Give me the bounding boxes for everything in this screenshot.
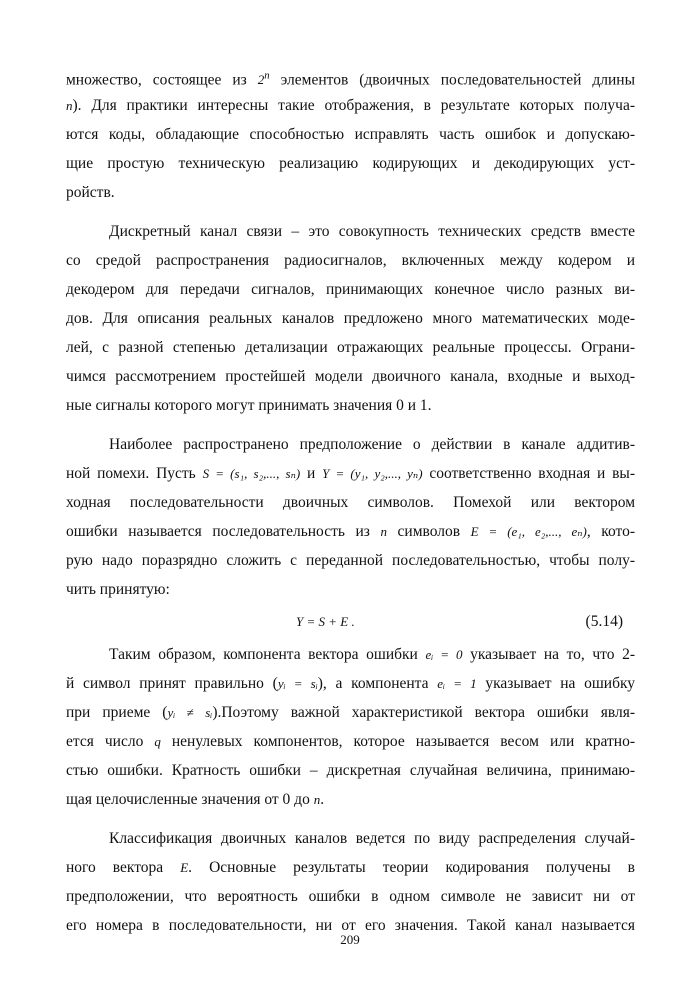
text-line: лей, с разной степенью детализации отражающих реальные процессы. Ограни-: [66, 339, 635, 356]
math-yi-eq-si: yᵢ = sᵢ: [277, 676, 318, 691]
paragraph-1: [66, 62, 635, 207]
text-line: его номера в последовательности, ни от его значения. Такой канал называется: [66, 917, 635, 934]
math-ei-one: eᵢ = 1: [437, 676, 477, 691]
text-line: Таким образом, компонента вектора ошибки eᵢ = 0 указывает на то, что 2-: [109, 646, 635, 663]
math-yi-neq-si: yᵢ ≠ sᵢ: [167, 705, 213, 720]
page-number: 209: [340, 932, 360, 947]
text-line: чимся рассмотрением простейшей модели двоичного канала, входные и выход-: [66, 368, 635, 385]
paragraph-3: [66, 430, 635, 604]
text-line: Наиболее распространено предположение о действии в канале аддитив-: [109, 436, 635, 453]
equation-number: (5.14): [585, 613, 623, 630]
equation-formula: Y = S + E .: [296, 614, 355, 629]
text-line: ной помехи. Пусть S = (s₁, s₂,..., sₙ) и Y = (y₁, y₂,..., yₙ) соответственно входная и вы-: [66, 465, 635, 482]
math-2-pow-n: 2$^n$: [257, 70, 270, 88]
math-e: E: [180, 860, 189, 875]
math-vector-y: Y = (y₁, y₂,..., yₙ): [322, 466, 423, 481]
text-line: ные сигналы которого могут принимать значения 0 и 1.: [66, 397, 432, 414]
paragraph-2: [66, 217, 635, 420]
text-line: при приеме (yᵢ ≠ sᵢ).Поэтому важной характеристикой вектора ошибки явля-: [66, 704, 635, 721]
text-line: й символ принят правильно (yᵢ = sᵢ), а компонента eᵢ = 1 указывает на ошибку: [66, 675, 635, 692]
text-line: ется число q ненулевых компонентов, которое называется весом или кратно-: [66, 733, 635, 750]
text-line: ошибки называется последовательность из n символов E = (e₁, e₂,..., eₙ), кото-: [66, 523, 635, 540]
math-ei-zero: eᵢ = 0: [425, 647, 463, 662]
text-line: Классификация двоичных каналов ведется по виду распределения случай-: [109, 830, 635, 847]
paragraph-4: [66, 640, 635, 814]
text-line: щие простую техническую реализацию кодирующих и декодирующих уст-: [66, 155, 635, 172]
equation-5-14: [66, 604, 635, 640]
text-line: со средой распространения радиосигналов, включенных между кодером и: [66, 252, 635, 269]
text-line: n). Для практики интересны такие отображения, в результате которых получа-: [66, 97, 635, 114]
math-vector-s: S = (s₁, s₂,..., sₙ): [202, 466, 301, 481]
text-line: стью ошибки. Кратность ошибки – дискретная случайная величина, принимаю-: [66, 762, 635, 779]
text-line: ного вектора E. Основные результаты теории кодирования получены в: [66, 859, 635, 876]
math-n: n: [313, 792, 321, 807]
text-line: ройств.: [66, 184, 115, 201]
math-vector-e: E = (e₁, e₂,..., eₙ): [470, 524, 587, 539]
text-line: Дискретный канал связи – это совокупность технических средств вместе: [109, 223, 635, 240]
paragraph-5: [66, 824, 635, 940]
math-n: n: [66, 98, 73, 113]
text-line: множество, состоящее из 2$^n$ элементов (двоичных последовательностей длины: [66, 70, 635, 89]
math-n: n: [380, 524, 387, 539]
text-line: предположении, что вероятность ошибки в одном символе не зависит ни от: [66, 888, 635, 905]
math-q: q: [154, 734, 161, 749]
text-line: чить принятую:: [66, 581, 170, 598]
text-line: декодером для передачи сигналов, принимающих конечное число разных ви-: [66, 281, 635, 298]
body-text: [66, 62, 635, 940]
text-line: ходная последовательности двоичных символов. Помехой или вектором: [66, 494, 635, 511]
text-line: щая целочисленные значения от 0 до n.: [66, 791, 325, 808]
text-line: дов. Для описания реальных каналов предложено много математических моде-: [66, 310, 635, 327]
text-line: ются коды, обладающие способностью исправлять часть ошибок и допускаю-: [66, 126, 635, 143]
text-line: рую надо поразрядно сложить с переданной последовательностью, чтобы полу-: [66, 552, 635, 569]
